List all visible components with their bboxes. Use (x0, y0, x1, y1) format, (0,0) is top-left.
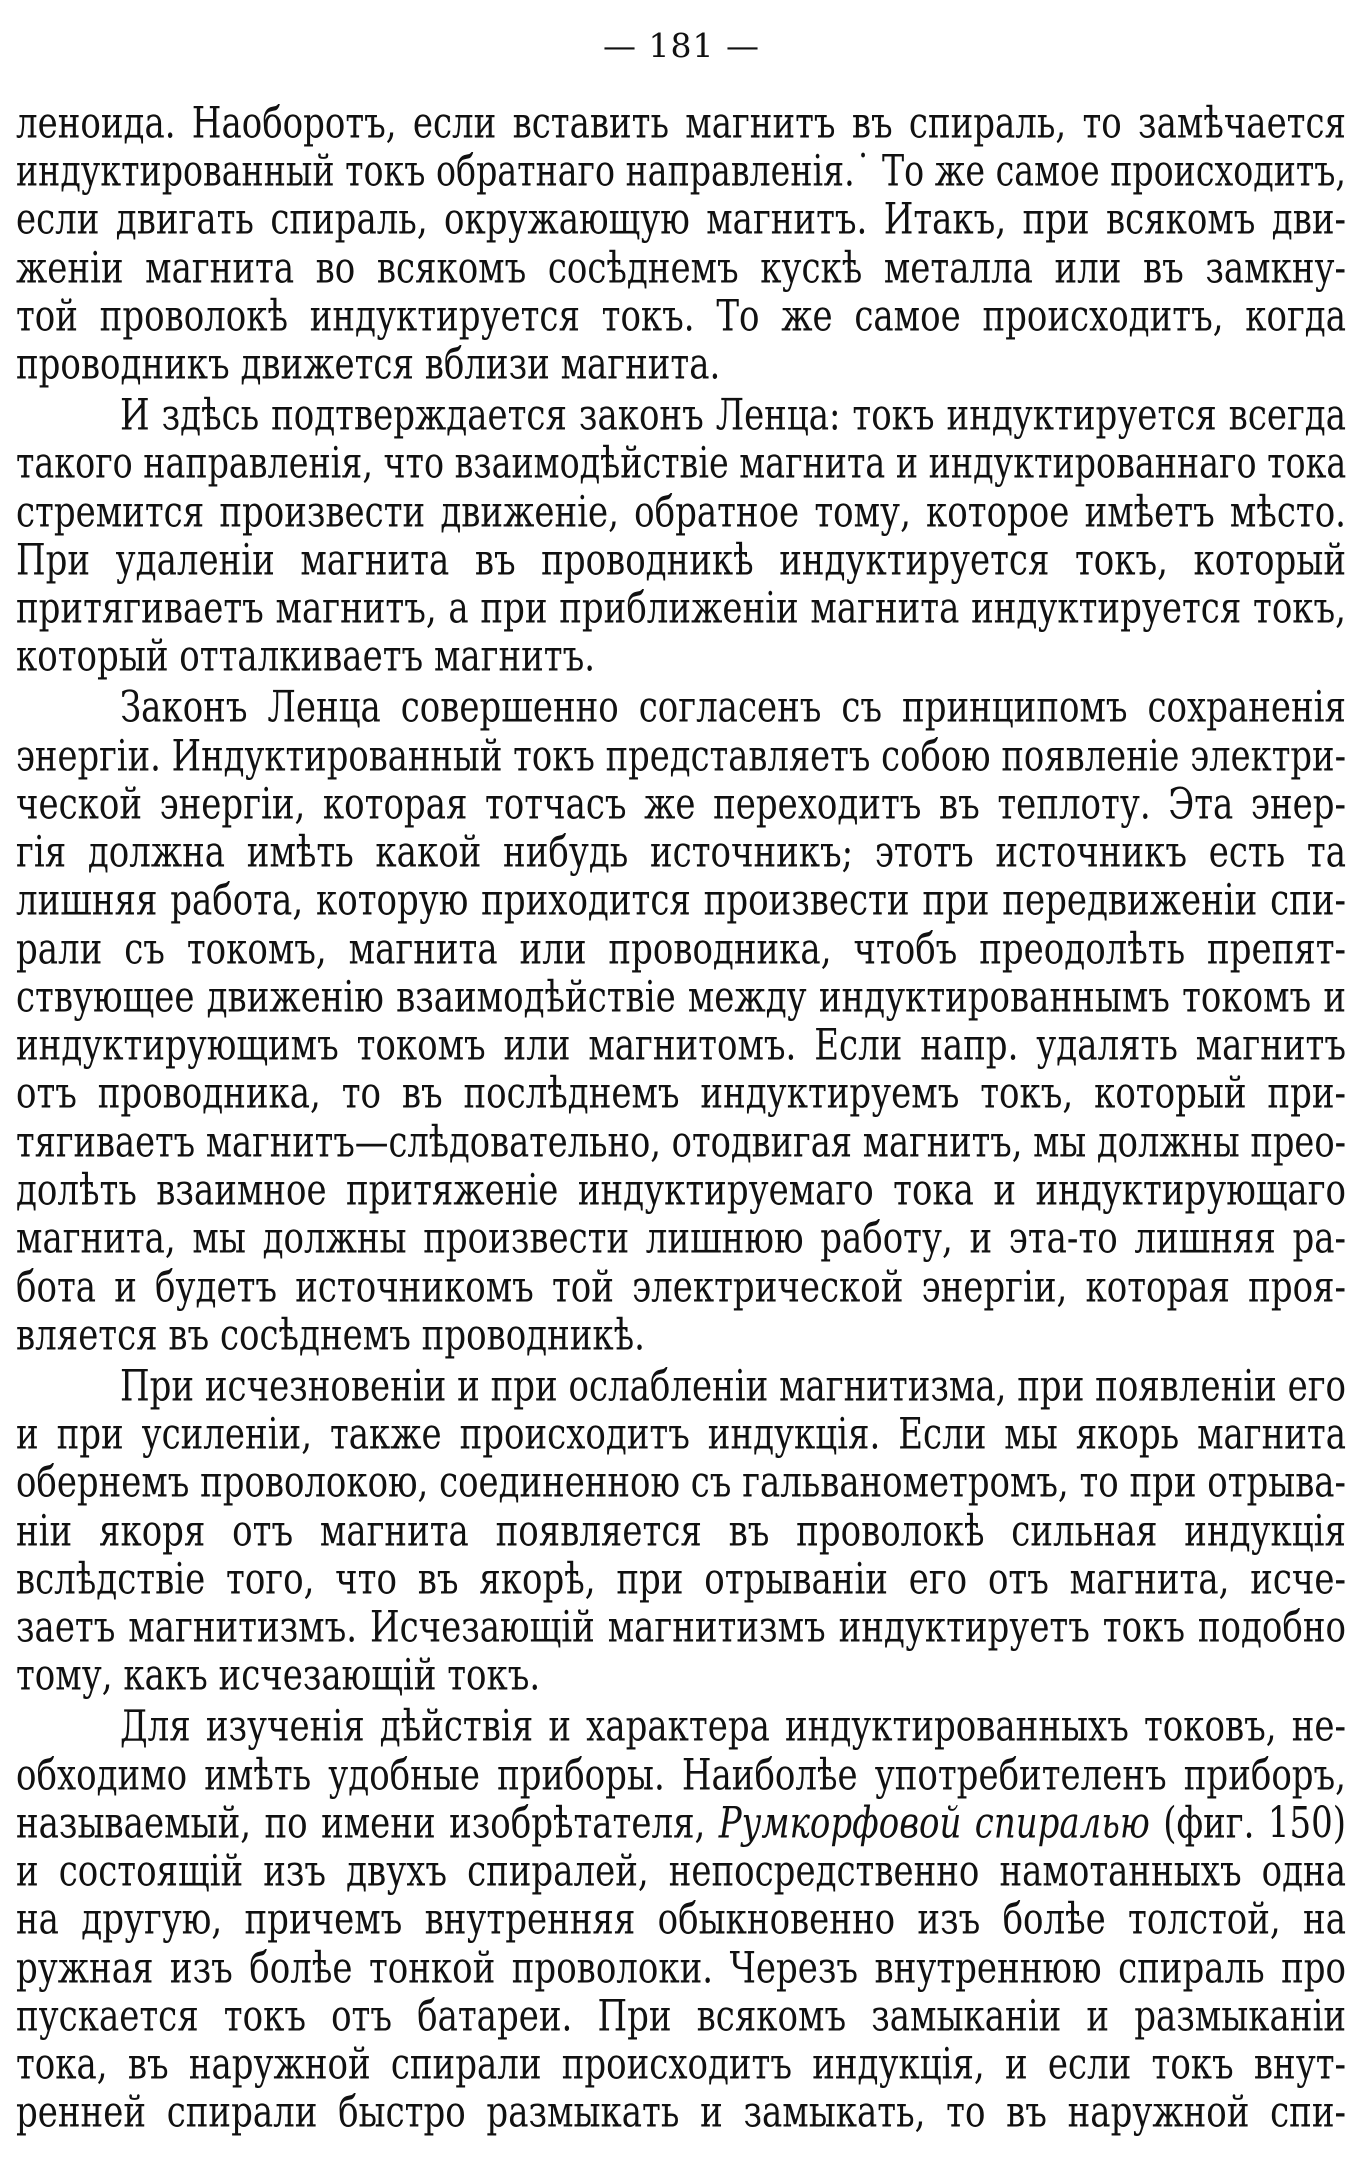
text-line-12: который отталкиваетъ магнитъ. (16, 631, 596, 683)
text-line-28: и при усиленіи, также происходитъ индукція. Если мы якорь магнита (16, 1409, 1346, 1460)
text-line-16: гія должна имѣть какой нибудь источникъ; этотъ источникъ есть та (16, 827, 1346, 878)
text-line-29: обернемъ проволокою, соединенною съ гальванометромъ, то при отрыва- (16, 1457, 1346, 1509)
text-line-2: индуктированный токъ обратнаго направленія.˙ То же самое происходитъ, (16, 146, 1346, 197)
text-line-17: лишняя работа, которую приходится произвести при передвиженіи спи- (16, 875, 1346, 927)
text-line-30: ніи якоря отъ магнита появляется въ проволокѣ сильная индукція (16, 1505, 1346, 1557)
text-line-13: Законъ Ленца совершенно согласенъ съ принципомъ сохраненія (120, 682, 1346, 734)
text-line-33: тому, какъ исчезающій токъ. (16, 1650, 541, 1702)
text-line-35: обходимо имѣть удобные приборы. Наиболѣе употребителенъ приборъ, (16, 1749, 1346, 1801)
text-line-41: тока, въ наружной спирали происходитъ индукція, и если токъ внут- (16, 2039, 1346, 2091)
text-line-40: пускается токъ отъ батареи. При всякомъ замыканіи и размыканіи (16, 1991, 1346, 2042)
text-line-11: притягиваетъ магнитъ, а при приближеніи магнита индуктируется токъ, (16, 583, 1346, 635)
text-line-23: долѣть взаимное притяженіе индуктируемаго тока и индуктирующаго (16, 1165, 1346, 1216)
text-line-22: тягиваетъ магнитъ—слѣдовательно, отодвигая магнитъ, мы должны прео- (16, 1116, 1346, 1168)
text-line-31: вслѣдствіе того, что въ якорѣ, при отрываніи его отъ магнита, исче- (16, 1553, 1346, 1605)
text-line-38: на другую, причемъ внутренняя обыкновенно изъ болѣе толстой, на (16, 1894, 1346, 1946)
page-number: — 181 — (603, 26, 760, 65)
text-line-32: заетъ магнитизмъ. Исчезающій магнитизмъ индуктируетъ токъ подобно (16, 1602, 1346, 1654)
text-line-42: ренней спирали быстро размыкать и замыкать, то въ наружной спи- (16, 2087, 1346, 2139)
text-line-1: леноида. Наоборотъ, если вставить магнитъ въ спираль, то замѣчается (16, 97, 1346, 149)
rumkorf-spiral-term: Румкорфовой спиралью (718, 1797, 1150, 1849)
text-line-7: И здѣсь подтверждается законъ Ленца: токъ индуктируется всегда (120, 390, 1346, 441)
line-36-part-1: называемый, по имени изобрѣтателя, (16, 1797, 719, 1849)
text-line-10: При удаленіи магнита въ проводникѣ индуктируется токъ, который (16, 534, 1346, 586)
text-line-14: энергіи. Индуктированный токъ представляетъ собою появленіе электри- (16, 730, 1347, 782)
text-line-24: магнита, мы должны произвести лишнюю работу, и эта-то лишняя ра- (16, 1213, 1346, 1265)
text-line-4: женіи магнита во всякомъ сосѣднемъ кускѣ металла или въ замкну- (16, 242, 1346, 294)
text-line-27: При исчезновеніи и при ослабленіи магнитизма, при появленіи его (120, 1360, 1346, 1412)
text-line-18: рали съ токомъ, магнита или проводника, чтобъ преодолѣть препят- (16, 923, 1346, 975)
text-line-25: бота и будетъ источникомъ той электрической энергіи, которая проя- (16, 1261, 1346, 1313)
text-line-39: ружная изъ болѣе тонкой проволоки. Черезъ внутреннюю спираль про (16, 1942, 1346, 1994)
text-line-26: вляется въ сосѣднемъ проводникѣ. (16, 1309, 645, 1361)
text-line-5: той проволокѣ индуктируется токъ. То же самое происходитъ, когда (16, 290, 1346, 342)
text-line-21: отъ проводника, то въ послѣднемъ индуктируемъ токъ, который при- (16, 1068, 1346, 1120)
text-line-19: ствующее движенію взаимодѣйствіе между индуктированнымъ токомъ и (16, 971, 1346, 1023)
text-line-8: такого направленія, что взаимодѣйствіе магнита и индуктированнаго тока (16, 438, 1346, 490)
text-line-3: если двигать спираль, окружающую магнитъ. Итакъ, при всякомъ дви- (16, 194, 1346, 246)
figure-reference: (фиг. 150) (1149, 1797, 1346, 1849)
text-line-15: ческой энергіи, которая тотчасъ же переходитъ въ теплоту. Эта энер- (16, 778, 1346, 830)
text-line-20: индуктирующимъ токомъ или магнитомъ. Если напр. удалять магнитъ (16, 1020, 1346, 1072)
text-line-37: и состоящій изъ двухъ спиралей, непосредственно намотанныхъ одна (16, 1846, 1346, 1897)
text-line-6: проводникъ движется вблизи магнита. (16, 339, 721, 391)
text-line-34: Для изученія дѣйствія и характера индуктированныхъ токовъ, не- (120, 1701, 1346, 1753)
text-line-9: стремится произвести движеніе, обратное тому, которое имѣетъ мѣсто. (16, 486, 1346, 538)
